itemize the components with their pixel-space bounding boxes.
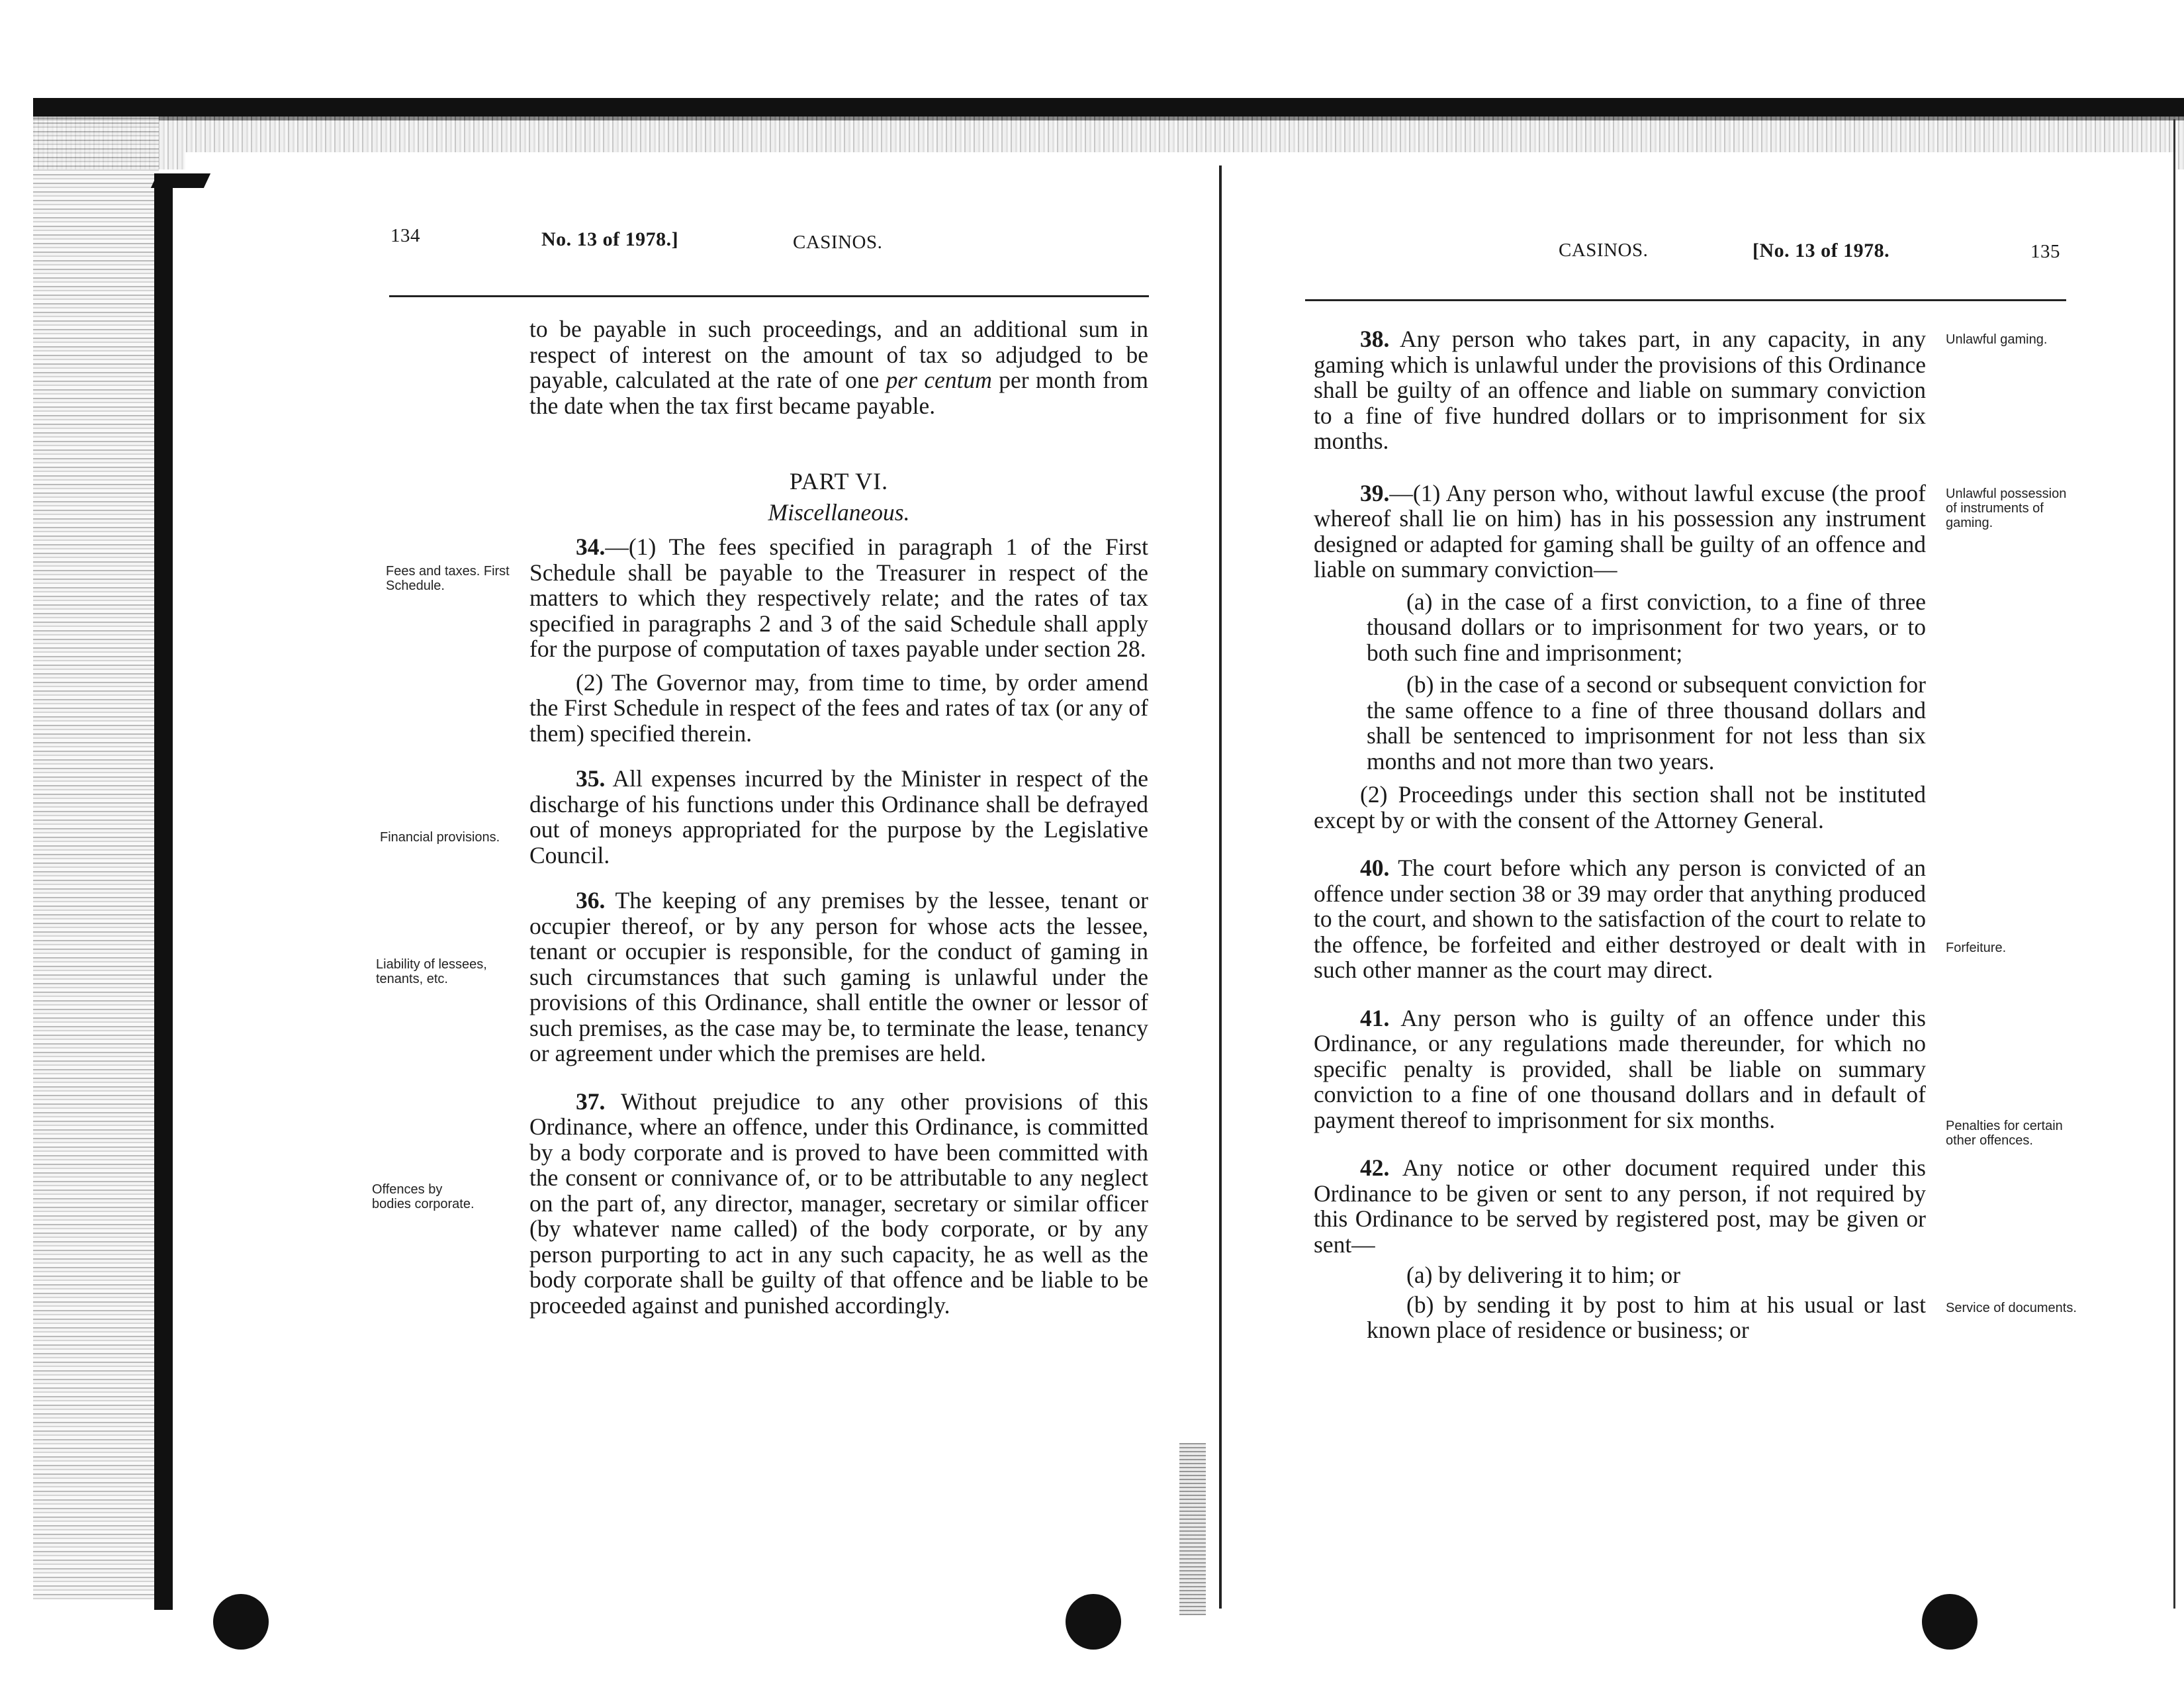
section-text: Without prejudice to any other provisions of this Ordinance, where an offence, under this Ordinance, is committed by a body corporate and is proved to have been committed with the consent or connivance of, or to be attributable to any neglect on the part of, any director, manager, secretary or similar officer (by whatever name called) of the body corporate, or by any person purporting to act in any such capacity, he as well as the body corporate shall be guilty of that offence and be liable to be proceeded against and punished accordingly. [529, 1088, 1148, 1319]
section-38 [1314, 326, 1926, 454]
header-rule-left [389, 295, 1149, 297]
section-42-para-b: (b) by sending it by post to him at his usual or last known place of residence or business; or [1367, 1291, 1926, 1343]
left-page-corner [151, 173, 210, 188]
section-37 [529, 1089, 1148, 1319]
section-number: 38. [1360, 326, 1390, 352]
continued-text: to be payable in such proceedings, and an additional sum in respect of interest on the amount of tax so adjudged to be payable, calculated at the rate of one [529, 316, 1148, 393]
section-39-1 [1314, 481, 1926, 583]
section-number: 35. [576, 765, 606, 792]
punch-hole [1066, 1594, 1121, 1650]
section-number: 34. [576, 534, 606, 560]
margin-note: Liability of lessees, tenants, etc. [376, 957, 487, 986]
part-heading: PART VI. [789, 468, 889, 494]
section-34-1 [529, 534, 1148, 662]
continued-text-end: per month from the date when the tax first became payable. [529, 367, 1148, 419]
section-text: —(1) The fees specified in paragraph 1 of the First Schedule shall be payable to the Treasurer in respect of the matters to which they respectively relate; and the rates of tax specified in paragraphs 2 and 3 of the said Schedule shall apply for the purpose of computation of taxes payable under section 28. [529, 534, 1148, 662]
margin-note: Forfeiture. [1946, 941, 2007, 955]
margin-note: Penalties for certain other offences. [1946, 1119, 2063, 1148]
punch-hole [213, 1594, 269, 1650]
right-page-edge [2173, 119, 2175, 1609]
section-text: All expenses incurred by the Minister in respect of the discharge of his functions under this Ordinance shall be defrayed out of moneys appropriated for the purpose by the Legislative Council. [529, 765, 1148, 868]
section-text: —(1) Any person who, without lawful excuse (the proof whereof shall lie on him) has in his possession any instrument designed or adapted for gaming shall be guilty of an offence and liable on summary conviction— [1314, 479, 1926, 583]
section-39-para-a: (a) in the case of a first conviction, to a fine of three thousand dollars or to imprisonment for two years, or to both such fine and imprisonment; [1367, 588, 1926, 666]
margin-note: Fees and taxes. First Schedule. [386, 564, 510, 593]
margin-note: Unlawful possession of instruments of gaming. [1946, 487, 2067, 530]
section-number: 39. [1360, 479, 1390, 506]
left-page-body [529, 316, 1148, 1318]
section-39-2: (2) Proceedings under this section shall not be instituted except by or with the consent of the Attorney General. [1314, 781, 1926, 833]
punch-hole [1922, 1594, 1978, 1650]
book-gutter [1219, 165, 1222, 1609]
part-subheading: Miscellaneous. [768, 498, 910, 526]
margin-note: Unlawful gaming. [1946, 332, 2048, 347]
header-rule-right [1305, 299, 2066, 301]
header-title-left: CASINOS. [793, 232, 883, 253]
section-41 [1314, 1006, 1926, 1133]
section-number: 36. [576, 887, 606, 913]
gutter-noise [1179, 1443, 1206, 1615]
section-34-2: (2) The Governor may, from time to time, by order amend the First Schedule in respect of the fees and rates of tax (or any of them) specified therein. [529, 669, 1148, 747]
margin-note: Financial provisions. [380, 830, 500, 845]
header-ordinance-right: [No. 13 of 1978. [1752, 240, 1890, 261]
left-page-edge [154, 173, 173, 1610]
section-number: 42. [1360, 1154, 1390, 1181]
section-text: The keeping of any premises by the lessee, tenant or occupier thereof, or by any person for whose acts the lessee, tenant or occupier is responsible, for the conduct of gaming in such circumstances that such gaming is unlawful under the provisions of this Ordinance, shall entitle the owner or lessor of such premises, as the case may be, to terminate the lease, tenancy or agreement under which the premises are held. [529, 887, 1148, 1066]
section-39-para-b: (b) in the case of a second or subsequent conviction for the same offence to a fine of three thousand dollars and shall be sentenced to imprisonment for not less than six months and not more than two years. [1367, 671, 1926, 774]
margin-note: Offences by bodies corporate. [372, 1182, 475, 1211]
header-title-right: CASINOS. [1559, 240, 1649, 261]
margin-note: Service of documents. [1946, 1301, 2077, 1315]
section-35 [529, 766, 1148, 868]
section-42 [1314, 1155, 1926, 1257]
right-page-body [1314, 326, 1926, 1343]
section-text: Any person who is guilty of an offence under this Ordinance, or any regulations made thereunder, for which no specific penalty is provided, shall be liable on summary conviction to a fine of one thousand dollars and in default of payment thereof to imprisonment for six months. [1314, 1004, 1926, 1133]
section-36 [529, 888, 1148, 1066]
section-42-para-a: (a) by delivering it to him; or [1406, 1262, 1681, 1288]
section-number: 40. [1360, 855, 1390, 881]
continued-italic: per centum [886, 367, 992, 393]
section-text: Any notice or other document required under this Ordinance to be given or sent to any person, if not required by this Ordinance to be served by registered post, may be given or sent— [1314, 1154, 1926, 1258]
continued-paragraph [529, 316, 1148, 418]
section-40 [1314, 855, 1926, 983]
section-text: The court before which any person is convicted of an offence under section 38 or 39 may order that anything produced to the court, and shown to the satisfaction of the court to relate to the offence, be forfeited and either destroyed or dealt with in such other manner as the court may direct. [1314, 855, 1926, 983]
scan-left-noise [33, 117, 159, 1599]
header-ordinance-left: No. 13 of 1978.] [541, 228, 679, 250]
page-number-right: 135 [2030, 241, 2060, 262]
page-number-left: 134 [390, 225, 420, 246]
section-number: 37. [576, 1088, 606, 1115]
section-text: Any person who takes part, in any capacity, in any gaming which is unlawful under the provisions of this Ordinance shall be guilty of an offence and liable on summary conviction to a fine of five hundred dollars or to imprisonment for six months. [1314, 326, 1926, 454]
section-number: 41. [1360, 1004, 1390, 1031]
